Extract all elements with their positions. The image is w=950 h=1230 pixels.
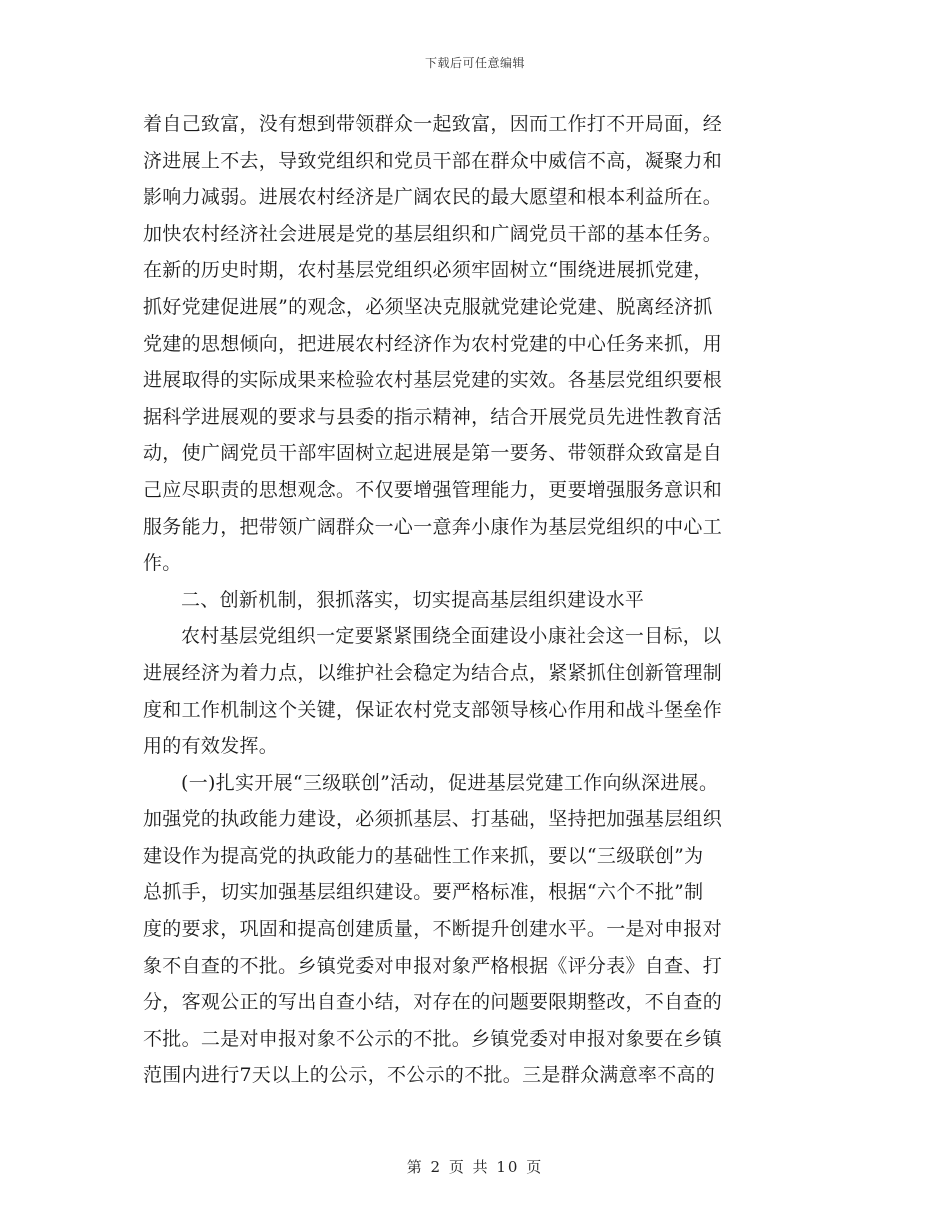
page-header: 下载后可任意编辑	[424, 56, 525, 70]
text-line: 总抓手，切实加强基层组织建设。要严格标准，根据“六个不批”制	[143, 881, 704, 904]
text-line: 分，客观公正的写出自查小结，对存在的问题要限期整改，不自查的	[143, 991, 723, 1014]
text-line: 在新的历史时期，农村基层党组织必须牢固树立“围绕进展抓党建，	[143, 259, 713, 282]
page-footer: 第 2 页 共 10 页	[406, 1158, 544, 1176]
text-line: 党建的思想倾向，把进展农村经济作为农村党建的中心任务来抓，用	[143, 332, 723, 355]
text-line: 济进展上不去，导致党组织和党员干部在群众中威信不高，凝聚力和	[143, 149, 723, 172]
text-line: 作。	[143, 552, 182, 575]
heading-text: 二、创新机制，狠抓落实，切实提高基层组织建设水平	[181, 588, 645, 611]
text-line: 己应尽职责的思想观念。不仅要增强管理能力，更要增强服务意识和	[143, 478, 723, 501]
text-line: 建设作为提高党的执政能力的基础性工作来抓，要以“三级联创”为	[143, 844, 704, 867]
text-line: 象不自查的不批。乡镇党委对申报对象严格根据《评分表》自查、打	[143, 954, 723, 977]
document-body	[143, 106, 807, 1094]
text-line: 度的要求，巩固和提高创建质量，不断提升创建水平。一是对申报对	[143, 918, 723, 941]
text-line: 进展经济为着力点，以维护社会稳定为结合点，紧紧抓住创新管理制	[143, 661, 723, 684]
text-line: 加快农村经济社会进展是党的基层组织和广阔党员干部的基本任务。	[143, 222, 723, 245]
text-line: (一)扎实开展“三级联创”活动，促进基层党建工作向纵深进展。	[181, 771, 719, 794]
text-line: 不批。二是对申报对象不公示的不批。乡镇党委对申报对象要在乡镇	[143, 1027, 723, 1050]
text-line: 用的有效发挥。	[143, 735, 279, 758]
text-line: 加强党的执政能力建设，必须抓基层、打基础，坚持把加强基层组织	[143, 808, 723, 831]
text-line: 服务能力，把带领广阔群众一心一意奔小康作为基层党组织的中心工	[143, 515, 723, 538]
text-line: 影响力减弱。进展农村经济是广阔农民的最大愿望和根本利益所在。	[143, 186, 723, 209]
paragraph-1	[143, 106, 807, 582]
paragraph-2	[143, 618, 807, 764]
text-line: 度和工作机制这个关键，保证农村党支部领导核心作用和战斗堡垒作	[143, 698, 723, 721]
text-line: 着自己致富，没有想到带领群众一起致富，因而工作打不开局面，经	[143, 113, 723, 135]
paragraph-3	[143, 765, 807, 1094]
text-line: 农村基层党组织一定要紧紧围绕全面建设小康社会这一目标，以	[181, 625, 722, 648]
section-heading	[143, 582, 807, 619]
text-line: 进展取得的实际成果来检验农村基层党建的实效。各基层党组织要根	[143, 369, 723, 392]
text-line: 抓好党建促进展”的观念，必须坚决克服就党建论党建、脱离经济抓	[143, 295, 713, 318]
text-line: 动，使广阔党员干部牢固树立起进展是第一要务、带领群众致富是自	[143, 442, 723, 465]
text-line: 范围内进行7天以上的公示，不公示的不批。三是群众满意率不高的	[143, 1064, 716, 1087]
text-line: 据科学进展观的要求与县委的指示精神，结合开展党员先进性教育活	[143, 405, 723, 428]
